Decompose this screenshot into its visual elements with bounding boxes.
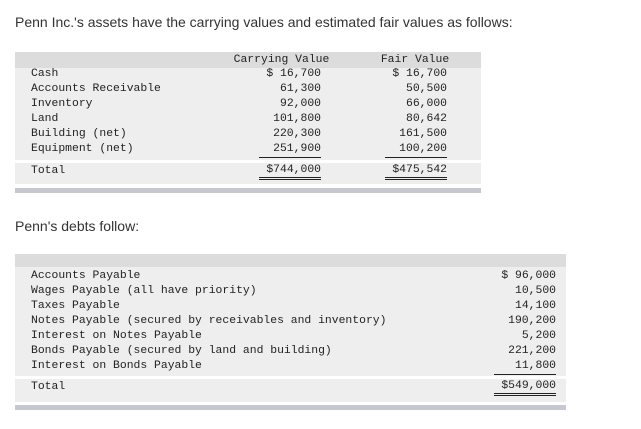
debts-table	[15, 254, 566, 402]
debts-row-notes-payable	[15, 314, 566, 329]
asset-carrying-value: 251,900	[259, 142, 321, 158]
debt-amount: 11,800	[494, 359, 556, 375]
debt-label: Bonds Payable (secured by land and building)	[31, 345, 332, 357]
debt-label: Interest on Notes Payable	[31, 330, 202, 342]
debt-amount: 10,500	[514, 285, 556, 297]
asset-label: Accounts Receivable	[31, 83, 161, 95]
asset-label: Inventory	[31, 98, 93, 110]
assets-intro-text: Penn Inc.'s assets have the carrying values and estimated fair values as follows:	[15, 14, 513, 30]
debts-row-interest-bonds	[15, 359, 566, 374]
debt-amount: 14,100	[514, 300, 556, 312]
assets-total-fair: $475,542	[385, 163, 447, 180]
assets-row-inventory	[15, 97, 481, 112]
asset-fair-value: 100,200	[385, 142, 447, 158]
asset-fair-value: $ 16,700	[392, 68, 447, 80]
asset-carrying-value: 101,800	[273, 113, 321, 125]
assets-row-receivable	[15, 82, 481, 97]
asset-carrying-value: 92,000	[279, 98, 321, 110]
assets-row-building	[15, 127, 481, 142]
debt-amount: 221,200	[508, 345, 556, 357]
debts-row-taxes-payable	[15, 299, 566, 314]
debts-total-amount: $549,000	[494, 379, 556, 396]
assets-table	[15, 52, 481, 184]
asset-label: Land	[31, 113, 59, 125]
debt-label: Accounts Payable	[31, 270, 141, 282]
debts-total-label: Total	[31, 381, 66, 393]
asset-fair-value: 66,000	[405, 98, 447, 110]
debts-intro-text: Penn's debts follow:	[15, 218, 140, 234]
asset-carrying-value: 61,300	[279, 83, 321, 95]
assets-total-row	[15, 163, 481, 180]
asset-fair-value: 80,642	[405, 113, 447, 125]
assets-header-row	[15, 53, 481, 68]
fair-value-header: Fair Value	[380, 54, 450, 66]
asset-carrying-value: 220,300	[273, 128, 321, 140]
debt-label: Taxes Payable	[31, 300, 120, 312]
assets-total-label: Total	[31, 165, 66, 177]
debt-label: Notes Payable (secured by receivables and inventory)	[31, 315, 387, 327]
debts-row-interest-notes	[15, 329, 566, 344]
debt-label: Interest on Bonds Payable	[31, 360, 202, 372]
debt-amount: $ 96,000	[501, 270, 556, 282]
assets-bottom-rule	[15, 188, 481, 193]
asset-label: Building (net)	[31, 128, 127, 140]
assets-row-land	[15, 112, 481, 127]
debt-amount: 190,200	[508, 315, 556, 327]
asset-fair-value: 50,500	[405, 83, 447, 95]
asset-label: Equipment (net)	[31, 143, 134, 155]
debt-amount: 5,200	[521, 330, 556, 342]
assets-row-equipment	[15, 142, 481, 157]
asset-fair-value: 161,500	[399, 128, 447, 140]
debts-row-accounts-payable	[15, 269, 566, 284]
debts-header-bar	[15, 254, 566, 267]
debts-total-row	[15, 379, 566, 396]
assets-row-cash	[15, 67, 481, 82]
debts-bottom-rule	[15, 405, 566, 410]
debts-row-wages-payable	[15, 284, 566, 299]
assets-total-carrying: $744,000	[259, 163, 321, 180]
asset-label: Cash	[31, 68, 59, 80]
asset-carrying-value: $ 16,700	[266, 68, 321, 80]
carrying-value-header: Carrying Value	[233, 54, 330, 66]
debt-label: Wages Payable (all have priority)	[31, 285, 257, 297]
debts-row-bonds-payable	[15, 344, 566, 359]
